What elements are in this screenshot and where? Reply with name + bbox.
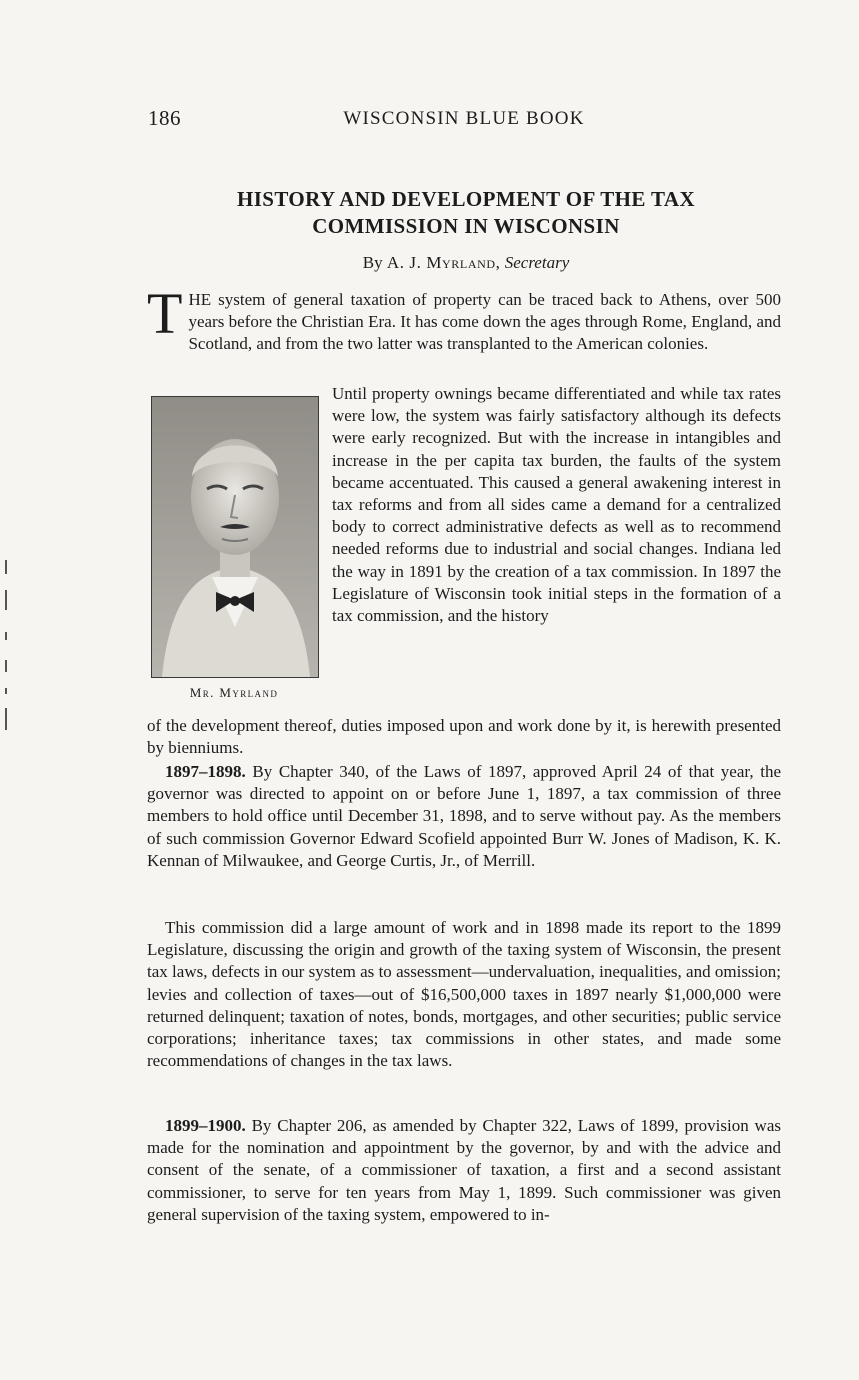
section-text: By Chapter 206, as amended by Chapter 322, Laws of 1899, provision was made for the nomination and appointment by the governor, by and with the advice and consent of the senate, of a commissioner of taxation, a first and a second assistant commissioner, to serve for ten years from May 1, 1899. Such commissioner was given general supervision of the taxing system, empowered to in-	[147, 1116, 781, 1224]
article-title-line-2: COMMISSION IN WISCONSIN	[312, 214, 620, 238]
intro-lead-text: HE system of general taxation of property can be traced back to Athens, over 500 years before the Christian Era. It has come down the ages through Rome, England, and Scotland, and from the two latter was transplanted to the American colonies.	[188, 290, 781, 354]
page-number: 186	[148, 106, 181, 130]
margin-scan-marks	[5, 560, 9, 730]
photo-caption: Mr. Myrland	[189, 685, 279, 700]
section-year-heading: 1897–1898.	[165, 762, 246, 781]
drop-cap: T	[147, 281, 183, 346]
section-1899-1900	[147, 1115, 781, 1226]
intro-paragraph	[147, 281, 781, 356]
byline	[150, 253, 782, 273]
article-title-line-1: HISTORY AND DEVELOPMENT OF THE TAX	[236, 187, 696, 211]
section-text: By Chapter 340, of the Laws of 1897, approved April 24 of that year, the governor was directed to appoint on or before June 1, 1897, a tax commission of three members to hold office until December 31, 1898, and to serve without pay. As the members of such commission Governor Edward Scofield appointed Burr W. Jones of Madison, K. K. Kennan of Milwaukee, and George Curtis, Jr., of Merrill.	[147, 762, 781, 870]
intro-paragraph-wrap: Until property ownings became differentiated and while tax rates were low, the system was fairly satisfactory although its defects were early recognized. But with the increase in intangibles and increase in the per capita tax burden, the faults of the system became accentuated. This caused a general awakening interest in tax reforms and from all sides came a demand for a centralized body to correct administrative defects as well as to recommend needed reforms due to industrial and social changes. Indiana led the way in 1891 by the creation of a tax commission. In 1897 the Legislature of Wisconsin took initial steps in the formation of a tax commission, and the history	[332, 384, 781, 626]
author-role: Secretary	[504, 253, 570, 272]
byline-prefix: By	[362, 253, 387, 272]
running-title: WISCONSIN BLUE BOOK	[343, 108, 585, 129]
section-year-heading: 1899–1900.	[165, 1116, 246, 1135]
running-head	[148, 106, 780, 136]
section-1897-1898	[147, 761, 781, 872]
author-name: A. J. Myrland,	[386, 253, 501, 272]
portrait-photo	[151, 396, 319, 678]
article-title	[150, 186, 782, 240]
intro-paragraph-tail: of the development thereof, duties imposed upon and work done by it, is herewith presented by bienniums.	[147, 716, 781, 758]
portrait-image	[152, 397, 318, 677]
commission-report-paragraph: This commission did a large amount of work and in 1898 made its report to the 1899 Legislature, discussing the origin and growth of the taxing system of Wisconsin, the present tax laws, defects in our system as to assessment—undervaluation, inequalities, and omission; levies and collection of taxes—out of $16,500,000 taxes in 1897 nearly $1,000,000 were returned delinquent; taxation of notes, bonds, mortgages, and other securities; public service corporations; inheritance taxes; tax commissions in other states, and made some recommendations of changes in the tax laws.	[147, 918, 781, 1071]
